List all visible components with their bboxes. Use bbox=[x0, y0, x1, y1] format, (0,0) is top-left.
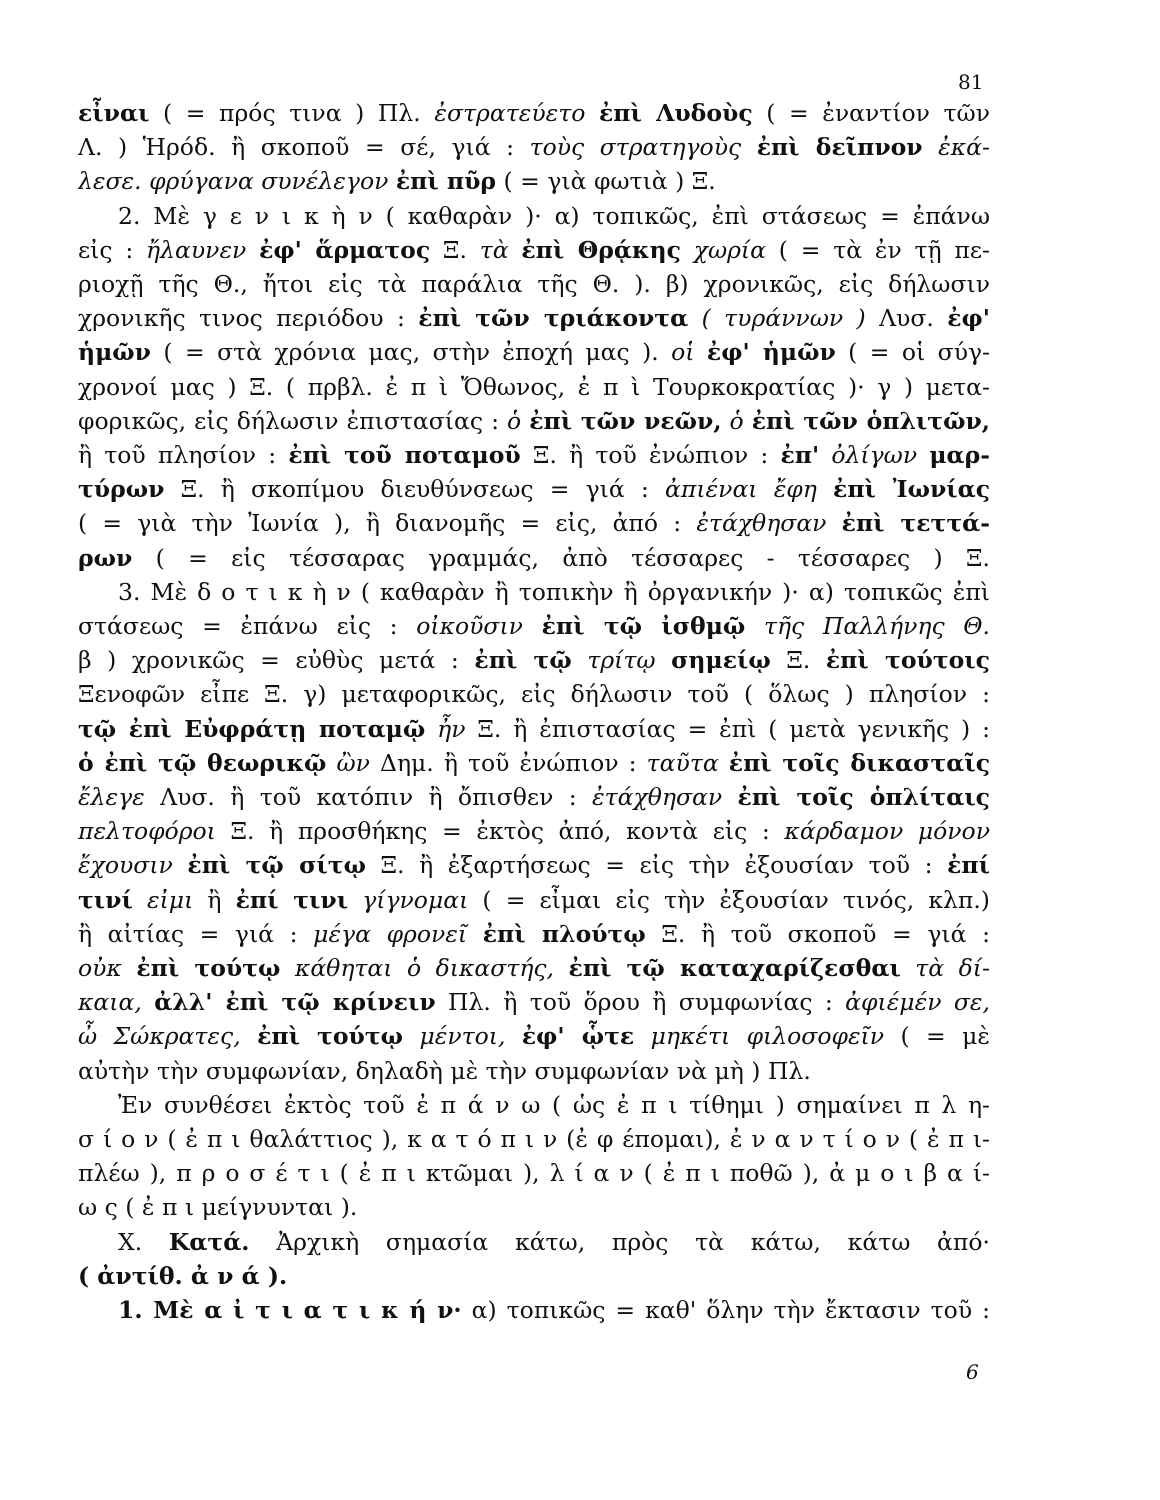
text-segment bbox=[681, 236, 694, 264]
text-segment bbox=[554, 954, 569, 982]
text-segment: φορικῶς, εἰς δήλωσιν ἐπιστασίας : bbox=[78, 406, 508, 435]
text-segment bbox=[403, 1022, 419, 1050]
text-segment bbox=[741, 133, 757, 161]
text-segment: οἰκοῦσιν bbox=[416, 612, 523, 640]
text-segment: ( = εἰς τέσσαρας γραμμάς, ἀπὸ τέσσαρες - τέσσαρες ) Ξ. bbox=[132, 543, 990, 572]
text-segment: μέντοι, bbox=[419, 1022, 506, 1051]
text-line bbox=[78, 780, 990, 814]
text-segment: ( ἀντίθ. ἀ ν ά ). bbox=[78, 1261, 288, 1290]
text-segment: πλέω ), π ρ ο σ έ τ ι ( ἐ π ι κτῶμαι ), λ ί α ν ( ἐ π ι ποθῶ ), ἀ μ ο ι β α ί- bbox=[78, 1159, 990, 1188]
text-segment: ὁ ἐπὶ τῷ θεωρικῷ bbox=[78, 748, 327, 777]
text-segment bbox=[917, 441, 929, 469]
text-segment: ἐπὶ δεῖπνον bbox=[756, 133, 923, 162]
text-segment: Ξ. ἢ σκοπίμου διευθύνσεως = γιά : bbox=[164, 475, 666, 504]
text-segment: χρονοί μας ) Ξ. ( πρβλ. ἐ π ὶ Ὄθωνος, ἐ π ὶ Τουρκοκρατίας )· γ ) μετα- bbox=[78, 372, 990, 401]
text-segment: 3. Μὲ δ ο τ ι κ ὴ ν ( καθαρὰν ἢ τοπικὴν ἢ ὀργανικήν )· α) τοπικῶς ἐπὶ bbox=[118, 577, 990, 606]
text-segment: μηκέτι φιλοσοφεῖν bbox=[650, 1022, 885, 1051]
text-segment: ἐπὶ τῶν ὁπλιτῶν, bbox=[751, 406, 990, 435]
text-segment: κάρδαμον μόνον bbox=[784, 817, 990, 846]
text-segment bbox=[241, 1022, 257, 1050]
text-segment: Λυσ. ἢ τοῦ κατόπιν ἢ ὄπισθεν : bbox=[144, 783, 593, 811]
text-segment: ἐπὶ Λυδοὺς bbox=[598, 99, 753, 127]
text-line bbox=[78, 917, 990, 951]
text-segment: ἐπὶ τοῖς δικασταῖς bbox=[728, 748, 990, 777]
text-segment bbox=[509, 236, 522, 264]
text-segment: Ξενοφῶν εἶπε Ξ. γ) μεταφορικῶς, εἰς δήλωσιν τοῦ ( ὅλως ) πλησίον : bbox=[78, 680, 990, 709]
text-segment: οἱ bbox=[671, 338, 695, 367]
text-segment bbox=[521, 407, 529, 435]
text-line bbox=[78, 746, 990, 780]
text-segment: ἐπὶ πλούτῳ bbox=[482, 919, 646, 948]
text-segment: ὁ bbox=[729, 406, 744, 435]
text-line bbox=[78, 609, 990, 643]
text-segment: ἐπὶ τῶν τριάκοντα bbox=[418, 304, 689, 333]
text-segment: ριοχῇ τῆς Θ., ἤτοι εἰς τὰ παράλια τῆς Θ. ). β) χρονικῶς, εἰς δήλωσιν bbox=[78, 270, 990, 298]
text-segment bbox=[819, 441, 831, 469]
text-segment: στάσεως = ἐπάνω εἰς : bbox=[78, 612, 417, 640]
text-segment bbox=[388, 167, 395, 195]
text-segment bbox=[722, 783, 737, 811]
text-segment: ἐπὶ τοῦ ποταμοῦ bbox=[288, 441, 521, 469]
text-segment: ἤλαυνεν bbox=[146, 235, 247, 264]
text-segment bbox=[722, 407, 730, 435]
text-segment: ἀπιέναι ἔφη bbox=[665, 475, 817, 504]
text-segment bbox=[133, 886, 147, 914]
text-segment: Ξ. ἢ ἐξαρτήσεως = εἰς τὴν ἐξουσίαν τοῦ : bbox=[365, 851, 948, 880]
text-segment bbox=[923, 133, 939, 161]
text-segment bbox=[585, 99, 599, 127]
text-segment: ἢ τοῦ πλησίον : bbox=[78, 441, 289, 469]
text-segment: ἡμῶν bbox=[78, 338, 151, 367]
text-segment bbox=[695, 338, 707, 366]
text-line bbox=[78, 96, 990, 130]
text-segment: ἔλεγε bbox=[78, 783, 145, 811]
text-segment: σ ί ο ν ( ἐ π ι θαλάττιος ), κ α τ ό π ι ν (ἐ φ έπομαι), ἐ ν α ν τ ί ο ν ( ἐ π ι- bbox=[78, 1125, 990, 1153]
text-line bbox=[78, 301, 990, 335]
text-segment bbox=[634, 1022, 650, 1050]
text-line bbox=[78, 506, 990, 540]
text-segment bbox=[719, 749, 729, 777]
text-segment bbox=[901, 954, 916, 982]
text-segment: Κατά. bbox=[168, 1227, 250, 1256]
text-segment: τῆς Παλλήνης Θ. bbox=[763, 612, 990, 640]
signature-mark: 6 bbox=[966, 1360, 979, 1384]
text-segment: μαρ- bbox=[929, 441, 990, 469]
text-line bbox=[78, 951, 990, 985]
text-segment: ἔχουσιν bbox=[78, 851, 173, 880]
text-segment: ἦν bbox=[437, 714, 466, 743]
text-segment: Ξ. ἢ τοῦ σκοποῦ = γιά : bbox=[645, 919, 990, 948]
text-segment: χωρία bbox=[693, 235, 767, 264]
text-line bbox=[78, 1190, 990, 1224]
text-segment: ὢν bbox=[336, 748, 370, 777]
text-segment: εἰμι bbox=[146, 885, 194, 914]
text-segment: Λ. ) Ἡρόδ. ἢ σκοποῦ = σέ, γιά : bbox=[78, 133, 530, 162]
text-line bbox=[78, 643, 990, 677]
text-segment: Δημ. ἢ τοῦ ἐνώπιον : bbox=[369, 748, 647, 777]
text-line bbox=[78, 883, 990, 917]
text-segment bbox=[745, 612, 764, 640]
text-segment: ( = γιὰ τὴν Ἰωνία ), ἢ διανομῆς = εἰς, ἀπό : bbox=[78, 509, 697, 538]
text-segment: Ξ. bbox=[770, 646, 826, 675]
text-segment: εἶναι bbox=[78, 99, 150, 127]
text-segment: 1. Μὲ α ἰ τ ι α τ ι κ ή ν· bbox=[118, 1296, 462, 1324]
text-segment: πελτοφόροι bbox=[78, 817, 216, 846]
text-segment: αὐτὴν τὴν συμφωνίαν, δηλαδὴ μὲ τὴν συμφωνίαν νὰ μὴ ) Πλ. bbox=[78, 1056, 811, 1085]
text-line bbox=[78, 233, 990, 267]
text-line bbox=[78, 1259, 990, 1293]
text-segment: Ξ. bbox=[430, 235, 480, 264]
text-segment: ἐπὶ τούτῳ bbox=[257, 1022, 404, 1051]
text-segment: ( = τὰ ἐν τῇ πε- bbox=[766, 235, 990, 264]
text-segment: τρίτῳ bbox=[587, 646, 656, 675]
text-segment bbox=[142, 988, 154, 1016]
text-line bbox=[78, 814, 990, 848]
text-segment: ( = πρός τινα ) Πλ. bbox=[149, 99, 435, 127]
text-segment: ἐπί bbox=[947, 851, 990, 880]
text-segment: τὰ bbox=[479, 235, 509, 264]
text-segment bbox=[425, 715, 437, 743]
text-segment bbox=[656, 646, 672, 674]
text-segment: Ξ. ἢ προσθήκης = ἐκτὸς ἀπό, κοντὰ εἰς : bbox=[215, 817, 785, 846]
text-segment: ἐπὶ τούτοις bbox=[825, 646, 990, 675]
text-segment: ἐφ' ᾧτε bbox=[521, 1022, 635, 1051]
text-segment: ἐτάχθησαν bbox=[696, 509, 827, 538]
text-line bbox=[78, 1019, 990, 1053]
text-segment: ἐπὶ τεττά- bbox=[841, 509, 990, 538]
text-segment: ( = οἱ σύγ- bbox=[835, 338, 990, 367]
text-line bbox=[78, 985, 990, 1019]
text-segment: ἐπὶ Θρᾴκης bbox=[521, 235, 681, 264]
text-segment: εἰς : bbox=[78, 235, 147, 264]
text-segment: α) τοπικῶς = καθ' ὅλην τὴν ἔκτασιν τοῦ : bbox=[461, 1296, 990, 1324]
text-line bbox=[78, 677, 990, 711]
text-segment: Ξ. ἢ τοῦ ἐνώπιον : bbox=[520, 441, 781, 469]
text-line bbox=[118, 1088, 990, 1122]
text-segment: ἐτάχθησαν bbox=[592, 783, 723, 811]
text-segment bbox=[744, 407, 752, 435]
text-segment: τινί bbox=[78, 885, 133, 914]
text-segment: ὦ Σώκρατες, bbox=[78, 1022, 241, 1051]
text-line bbox=[78, 712, 990, 746]
text-segment: ἐφ' ἅρματος bbox=[259, 235, 431, 264]
text-line bbox=[78, 1054, 990, 1088]
text-segment: χρονικῆς τινος περιόδου : bbox=[78, 304, 419, 333]
text-segment bbox=[326, 749, 336, 777]
text-segment: ( = ἐναντίον τῶν bbox=[752, 99, 990, 127]
text-segment: τύρων bbox=[78, 475, 165, 504]
text-segment: ρων bbox=[78, 543, 133, 572]
text-segment: λεσε. φρύγανα συνέλεγον bbox=[78, 167, 389, 196]
text-segment: ἐπὶ τῷ ἰσθμῷ bbox=[541, 612, 746, 640]
text-segment: ἢ bbox=[193, 885, 236, 914]
text-segment: ( = εἶμαι εἰς τὴν ἐξουσίαν τινός, κλπ.) bbox=[468, 885, 990, 914]
text-segment: γίγνομαι bbox=[362, 885, 469, 914]
text-segment: οὐκ bbox=[78, 954, 122, 982]
text-segment: Ἐν συνθέσει ἐκτὸς τοῦ ἐ π ά ν ω ( ὡς ἐ π ι τίθημι ) σημαίνει π λ η- bbox=[118, 1090, 990, 1119]
text-line bbox=[78, 1156, 990, 1190]
text-segment bbox=[572, 646, 588, 674]
text-line bbox=[118, 575, 990, 609]
text-segment: Ἀρχικὴ σημασία κάτω, πρὸς τὰ κάτω, κάτω ἀπό· bbox=[249, 1227, 990, 1256]
text-segment bbox=[246, 236, 259, 264]
text-segment: ἐπὶ Ἰωνίας bbox=[833, 475, 990, 504]
text-segment bbox=[348, 886, 362, 914]
text-line bbox=[78, 335, 990, 369]
text-segment: ἢ αἰτίας = γιά : bbox=[78, 919, 314, 948]
text-segment: ἐπὶ τῷ σίτῳ bbox=[187, 851, 366, 880]
text-segment bbox=[523, 612, 542, 640]
text-segment bbox=[280, 954, 295, 982]
text-segment: τὰ δί- bbox=[915, 954, 990, 982]
text-segment bbox=[173, 851, 188, 879]
text-segment: ταῦτα bbox=[646, 748, 719, 777]
text-segment: ἐπ' bbox=[780, 441, 820, 469]
text-segment: ἐπὶ τούτῳ bbox=[136, 954, 281, 982]
text-segment: ( = γιὰ φωτιὰ ) Ξ. bbox=[496, 167, 716, 196]
text-segment: ἐπὶ τῶν νεῶν, bbox=[529, 406, 722, 435]
text-segment: ἐφ' ἡμῶν bbox=[706, 338, 836, 367]
text-line bbox=[78, 438, 990, 472]
text-segment bbox=[505, 1022, 521, 1050]
text-line bbox=[78, 370, 990, 404]
text-line bbox=[78, 130, 990, 164]
text-segment: ἐπὶ πῦρ bbox=[395, 167, 497, 196]
text-line bbox=[78, 848, 990, 882]
text-segment: Ξ. ἢ ἐπιστασίας = ἐπὶ ( μετὰ γενικῆς ) : bbox=[465, 714, 990, 743]
text-segment: κάθηται ὁ δικαστής, bbox=[294, 954, 555, 982]
text-segment: ἐστρατεύετο bbox=[434, 99, 586, 127]
text-line bbox=[78, 404, 990, 438]
text-segment: ω ς ( ἐ π ι μείγνυνται ). bbox=[78, 1193, 358, 1222]
text-segment: ἐφ' bbox=[947, 304, 990, 333]
text-segment: ( = μὲ bbox=[884, 1022, 990, 1051]
text-line bbox=[118, 199, 990, 233]
text-segment: Χ. bbox=[118, 1227, 169, 1256]
text-segment: σημείῳ bbox=[671, 646, 771, 675]
text-segment bbox=[688, 304, 701, 332]
text-segment: ὁ bbox=[507, 406, 522, 435]
page-number: 81 bbox=[958, 70, 984, 94]
text-segment: ἀλλ' ἐπὶ τῷ κρίνειν bbox=[154, 988, 436, 1017]
text-line bbox=[78, 541, 990, 575]
text-segment: Λυσ. bbox=[865, 304, 948, 333]
text-line bbox=[78, 267, 990, 301]
text-line bbox=[78, 1122, 990, 1156]
text-segment: ( = στὰ χρόνια μας, στὴν ἐποχή μας ). bbox=[150, 338, 672, 367]
text-segment bbox=[817, 475, 833, 503]
text-segment: μέγα φρονεῖ bbox=[313, 919, 468, 948]
text-segment: ἐπὶ τοῖς ὁπλίταις bbox=[737, 783, 990, 811]
text-segment: τῷ ἐπὶ Εὐφράτῃ ποταμῷ bbox=[78, 714, 426, 743]
text-segment: καια, bbox=[78, 988, 142, 1017]
text-segment: Πλ. ἢ τοῦ ὅρου ἢ συμφωνίας : bbox=[435, 988, 846, 1017]
text-segment: ( τυράννων ) bbox=[701, 304, 866, 333]
text-segment: ἀφιέμέν σε, bbox=[845, 988, 990, 1017]
text-segment bbox=[467, 920, 483, 948]
text-segment: τοὺς στρατηγοὺς bbox=[529, 133, 742, 162]
text-line bbox=[78, 472, 990, 506]
text-segment bbox=[826, 509, 841, 537]
text-line bbox=[118, 1225, 990, 1259]
text-segment bbox=[122, 954, 137, 982]
text-line bbox=[118, 1293, 990, 1327]
text-segment: ἐπί τινι bbox=[235, 885, 349, 914]
text-segment: ἐπὶ τῷ καταχαρίζεσθαι bbox=[568, 954, 901, 982]
text-line bbox=[78, 164, 990, 198]
text-segment: ὀλίγων bbox=[831, 441, 918, 469]
text-segment: ἐπὶ τῷ bbox=[474, 646, 572, 675]
text-segment: 2. Μὲ γ ε ν ι κ ὴ ν ( καθαρὰν )· α) τοπικῶς, ἐπὶ στάσεως = ἐπάνω bbox=[118, 201, 990, 230]
text-segment: ἐκά- bbox=[938, 133, 990, 162]
text-segment: β ) χρονικῶς = εὐθὺς μετά : bbox=[78, 646, 475, 675]
